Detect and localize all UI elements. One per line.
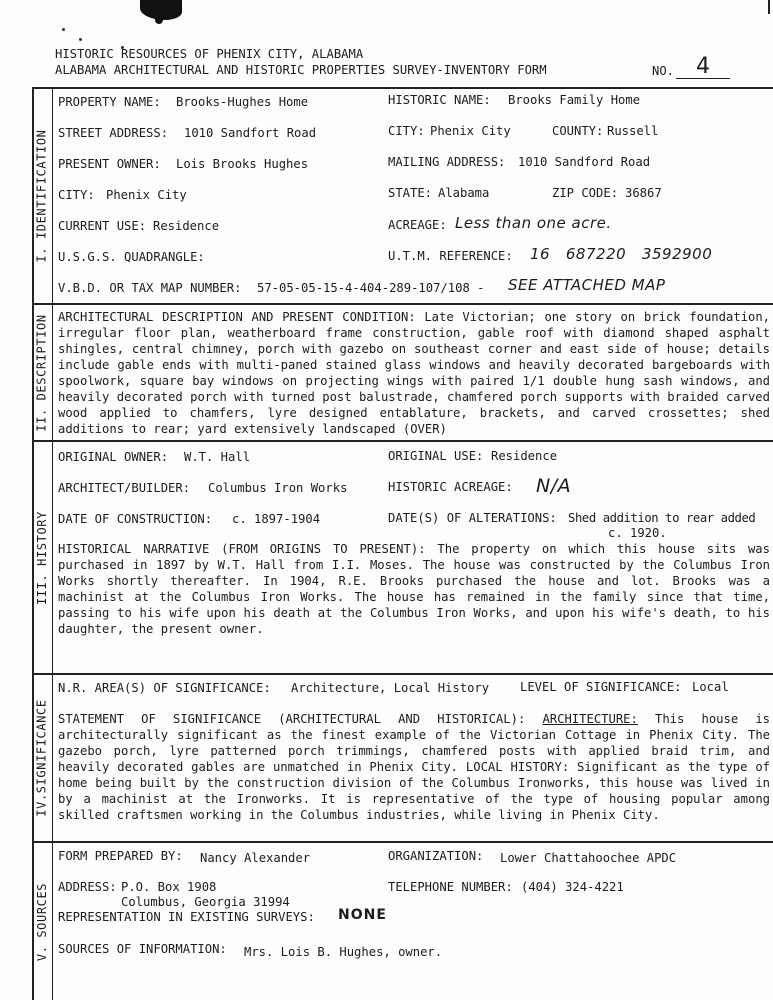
form-number-label: NO. [652, 64, 675, 78]
architect-builder-label: ARCHITECT/BUILDER: [58, 481, 191, 495]
date-of-alterations-value: Shed addition to rear added [568, 511, 756, 525]
present-owner-label: PRESENT OWNER: [58, 157, 161, 171]
section-divider [32, 841, 773, 843]
historical-narrative-label: HISTORICAL NARRATIVE (FROM ORIGINS TO PRESENT): [58, 542, 426, 556]
statement-of-significance-label: STATEMENT OF SIGNIFICANCE (ARCHITECTURAL AND HISTORICAL): [58, 712, 526, 726]
current-use-label: CURRENT USE: [58, 219, 147, 233]
owner-city-value: Phenix City [106, 188, 187, 202]
acreage-label: ACREAGE: [388, 218, 447, 232]
nr-area-label: N.R. AREA(S) OF SIGNIFICANCE: [58, 681, 271, 695]
historic-name-label: HISTORIC NAME: [388, 93, 491, 107]
organization-label: ORGANIZATION: [388, 849, 484, 863]
address-line1: P.O. Box 1908 [121, 880, 217, 894]
zip-code-value: 36867 [625, 186, 662, 200]
tax-map-note: SEE ATTACHED MAP [508, 276, 666, 294]
ink-dot [79, 38, 82, 41]
original-use-value: Residence [491, 449, 558, 463]
property-name-label: PROPERTY NAME: [58, 95, 161, 109]
historic-acreage-value: N/A [536, 475, 572, 497]
statement-of-significance-text: This house is architecturally significant as the finest example of the Victorian Cottage in Phenix City. The gazebo porch, lyre patterned porch trimmings, chamfered posts with applied braid trim, and heavily decorated gables are unmatched in Phenix City. LOCAL HISTORY: Significant as the type of home being built by the construction division of the Columbus Ironworks, this house was lived in by a machinist at the Ironworks. It is representative of the type of housing popular among skilled craftsmen working in the Columbus industries, while living in Phenix City. [58, 712, 771, 822]
acreage-value: Less than one acre. [455, 214, 612, 232]
historic-name-value: Brooks Family Home [508, 93, 641, 107]
sources-of-information-value: Mrs. Lois B. Hughes, owner. [244, 945, 443, 959]
property-name-value: Brooks-Hughes Home [176, 95, 309, 109]
current-use-value: Residence [153, 219, 220, 233]
section-label-significance: IV.SIGNIFICANCE [35, 699, 49, 817]
original-owner-value: W.T. Hall [184, 450, 251, 464]
section-divider [32, 303, 773, 305]
date-of-alterations-value-continued: c. 1920. [608, 526, 667, 540]
original-owner-label: ORIGINAL OWNER: [58, 450, 169, 464]
address-label: ADDRESS: [58, 880, 117, 894]
organization-value: Lower Chattahoochee APDC [500, 851, 677, 865]
date-of-alterations-label: DATE(S) OF ALTERATIONS: [388, 511, 557, 525]
owner-city-label: CITY: [58, 188, 95, 202]
section-label-description: II. DESCRIPTION [35, 313, 49, 432]
tax-map-label: V.B.D. OR TAX MAP NUMBER: [58, 281, 242, 295]
section-label-history: III. HISTORY [35, 510, 49, 605]
representation-in-surveys-label: REPRESENTATION IN EXISTING SURVEYS: [58, 910, 315, 924]
county-label: COUNTY: [552, 124, 604, 138]
city-label: CITY: [388, 124, 425, 138]
tax-map-value: 57-05-05-15-4-404-289-107/108 - [257, 281, 485, 295]
section-label-column-divider [52, 87, 53, 1000]
mailing-address-label: MAILING ADDRESS: [388, 155, 506, 169]
street-address-label: STREET ADDRESS: [58, 126, 169, 140]
city-value: Phenix City [430, 124, 511, 138]
telephone-label: TELEPHONE NUMBER: [388, 880, 513, 894]
architectural-description [58, 309, 770, 437]
date-of-construction-label: DATE OF CONSTRUCTION: [58, 512, 213, 526]
architectural-description-label: ARCHITECTURAL DESCRIPTION AND PRESENT CONDITION: [58, 310, 416, 324]
architecture-heading: ARCHITECTURE: [542, 712, 638, 726]
ink-dot [62, 28, 65, 31]
historical-narrative [58, 541, 770, 637]
section-divider [32, 440, 773, 442]
mailing-address-value: 1010 Sandford Road [518, 155, 651, 169]
ink-spot [155, 16, 163, 24]
nr-area-value: Architecture, Local History [291, 681, 490, 695]
address-line2: Columbus, Georgia 31994 [121, 895, 290, 909]
section-label-sources: V. SOURCES [35, 882, 49, 961]
representation-in-surveys-value: NONE [338, 907, 387, 923]
architectural-description-text: Late Victorian; one story on brick foundation, irregular floor plan, weatherboard frame construction, gable roof with diamond shaped asphalt shingles, central chimney, porch with gazebo on southeast corner and east side of house; details include gable ends with multi-paned stained glass windows and heavily decorated bargeboards with spoolwork, square bay windows on projecting wings with paired 1/1 double hung sash windows, and heavily decorated porch with turned post balustrade, chamfered porch supports with braided carved wood applied to chamfers, lyre designed entablature, brackets, and carved crossettes; shed additions to rear; yard extensively landscaped (OVER) [58, 310, 771, 436]
state-value: Alabama [438, 186, 490, 200]
present-owner-value: Lois Brooks Hughes [176, 157, 309, 171]
form-prepared-by-label: FORM PREPARED BY: [58, 849, 183, 863]
form-header-title: HISTORIC RESOURCES OF PHENIX CITY, ALABAMA [55, 47, 364, 61]
level-of-significance-label: LEVEL OF SIGNIFICANCE: [520, 680, 682, 694]
form-number-value: 4 [676, 56, 730, 79]
date-of-construction-value: c. 1897-1904 [232, 512, 321, 526]
architect-builder-value: Columbus Iron Works [208, 481, 348, 495]
form-header-subtitle: ALABAMA ARCHITECTURAL AND HISTORIC PROPERTIES SURVEY-INVENTORY FORM [55, 63, 547, 77]
section-label-identification: I. IDENTIFICATION [35, 129, 49, 263]
historical-narrative-text: The property on which this house sits was purchased in 1897 by W.T. Hall from I.I. Moses. The house was constructed by the Columbus Iron Works shortly thereafter. In 1904, R.E. Brooks purchased the house and lot. Brooks was a machinist at the Columbus Iron Works. The house has remained in the family since that time, passing to his wife upon his death at the Columbus Iron Works, and upon his wife's death, to his daughter, the present owner. [58, 542, 770, 636]
usgs-quadrangle-label: U.S.G.S. QUADRANGLE: [58, 250, 205, 264]
scan-edge-mark [768, 0, 770, 14]
state-label: STATE: [388, 186, 433, 200]
section-divider [32, 673, 773, 675]
form-prepared-by-value: Nancy Alexander [200, 851, 311, 865]
zip-code-label: ZIP CODE: [552, 186, 619, 200]
county-value: Russell [607, 124, 659, 138]
street-address-value: 1010 Sandfort Road [184, 126, 317, 140]
historic-acreage-label: HISTORIC ACREAGE: [388, 480, 513, 494]
level-of-significance-value: Local [692, 680, 729, 694]
utm-reference-label: U.T.M. REFERENCE: [388, 249, 513, 263]
original-use-label: ORIGINAL USE: [388, 449, 484, 463]
utm-reference-value: 16 687220 3592900 [530, 245, 713, 263]
statement-of-significance [58, 711, 770, 823]
telephone-value: (404) 324-4221 [521, 880, 624, 894]
sources-of-information-label: SOURCES OF INFORMATION: [58, 942, 227, 956]
